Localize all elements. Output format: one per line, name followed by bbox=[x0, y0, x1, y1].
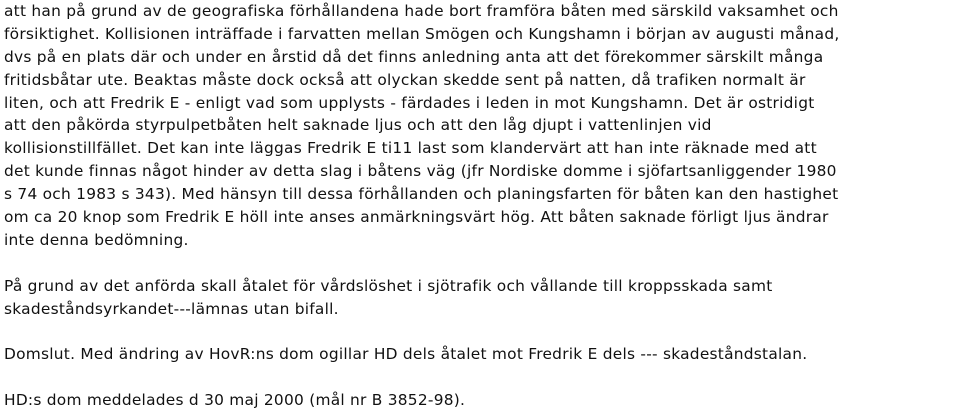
text-line: s 74 och 1983 s 343). Med hänsyn till dessa förhållanden och planingsfarten för båten kan den hastighet bbox=[4, 185, 839, 204]
text-line: kollisionstillfället. Det kan inte läggas Fredrik E ti11 last som klandervärt att han inte räknade med att bbox=[4, 139, 817, 158]
paragraph-spacer bbox=[4, 366, 956, 389]
text-line: HD:s dom meddelades d 30 maj 2000 (mål nr B 3852-98). bbox=[4, 391, 466, 410]
text-line: inte denna bedömning. bbox=[4, 230, 189, 249]
paragraph-judgment-date bbox=[4, 389, 956, 412]
paragraph-spacer bbox=[4, 252, 956, 275]
document-body bbox=[4, 0, 956, 412]
paragraph-conclusion bbox=[4, 275, 956, 321]
paragraph-domslut bbox=[4, 343, 956, 366]
text-line: om ca 20 knop som Fredrik E höll inte anses anmärkningsvärt hög. Att båten saknade förligt ljus ändrar bbox=[4, 208, 829, 227]
text-line: försiktighet. Kollisionen inträffade i farvatten mellan Smögen och Kungshamn i början av augusti månad, bbox=[4, 24, 840, 43]
text-line: dvs på en plats där och under en årstid då det finns anledning anta att det förekommer särskilt många bbox=[4, 47, 824, 66]
paragraph-reasoning bbox=[4, 0, 956, 252]
text-line: Domslut. Med ändring av HovR:ns dom ogillar HD dels åtalet mot Fredrik E dels --- skadeståndstalan. bbox=[4, 345, 808, 364]
paragraph-spacer bbox=[4, 320, 956, 343]
text-line: På grund av det anförda skall åtalet för vårdslöshet i sjötrafik och vållande till kroppsskada samt bbox=[4, 276, 773, 295]
text-line: att den påkörda styrpulpetbåten helt saknade ljus och att den låg djupt i vattenlinjen vid bbox=[4, 116, 712, 135]
text-line: fritidsbåtar ute. Beaktas måste dock också att olyckan skedde sent på natten, då trafiken normalt är bbox=[4, 70, 806, 89]
text-line: skadeståndsyrkandet---lämnas utan bifall. bbox=[4, 299, 339, 318]
text-line: det kunde finnas något hinder av detta slag i båtens väg (jfr Nordiske domme i sjöfartsanliggender 1980 bbox=[4, 162, 837, 181]
text-line: liten, och att Fredrik E - enligt vad som upplysts - färdades i leden in mot Kungshamn. Det är ostridigt bbox=[4, 93, 815, 112]
text-line: att han på grund av de geografiska förhållandena hade bort framföra båten med särskild vaksamhet och bbox=[4, 2, 839, 20]
